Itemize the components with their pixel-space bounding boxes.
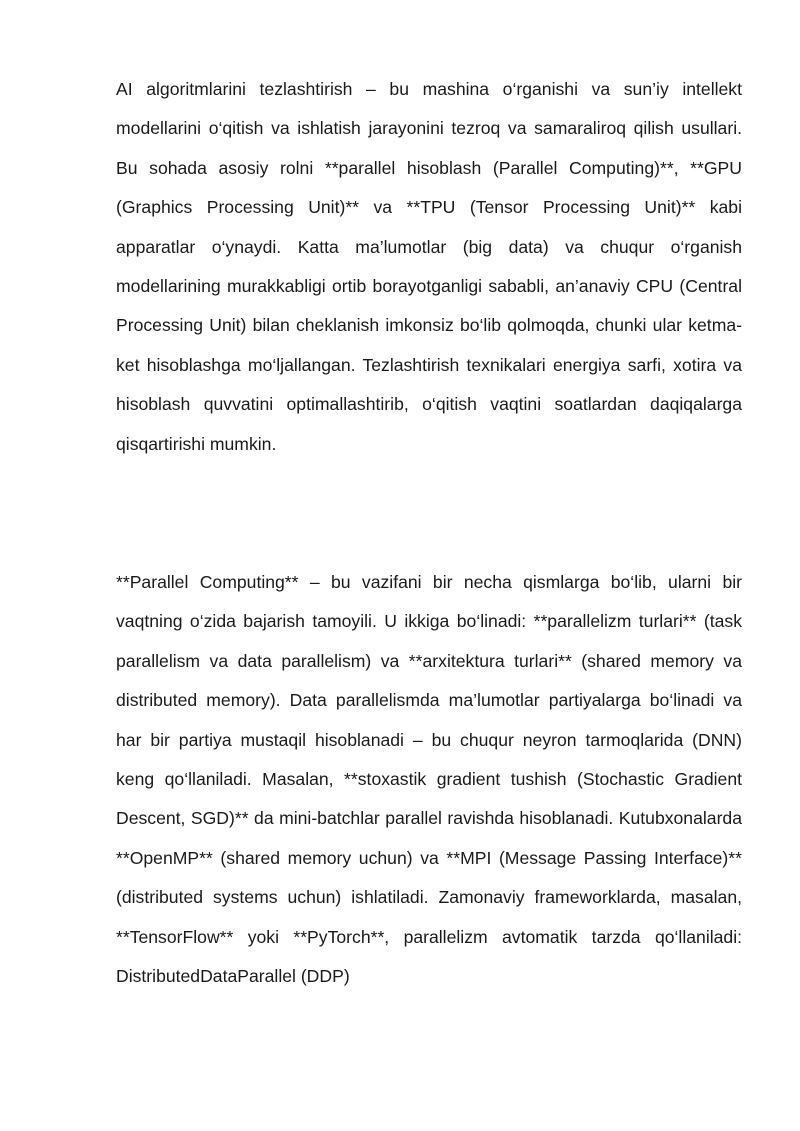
- paragraph-intro: AI algoritmlarini tezlashtirish – bu mashina o‘rganishi va sun’iy intellekt modellarini o‘qitish va ishlatish jarayonini tezroq va samaraliroq qilish usullari. Bu sohada asosiy rolni **parallel hisoblash (Parallel Computing)**, **GPU (Graphics Processing Unit)** va **TPU (Tensor Processing Unit)** kabi apparatlar o‘ynaydi. Katta ma’lumotlar (big data) va chuqur o‘rganish modellarining murakkabligi ortib borayotganligi sababli, an’anaviy CPU (Central Processing Unit) bilan cheklanish imkonsiz bo‘lib qolmoqda, chunki ular ketma-ket hisoblashga mo‘ljallangan. Tezlashtirish texnikalari energiya sarfi, xotira va hisoblash quvvatini optimallashtirib, o‘qitish vaqtini soatlardan daqiqalarga qisqartirishi mumkin.: [116, 79, 742, 454]
- paragraph-parallel-computing: **Parallel Computing** – bu vazifani bir necha qismlarga bo‘lib, ularni bir vaqtning o‘zida bajarish tamoyili. U ikkiga bo‘linadi: **parallelizm turlari** (task parallelism va data parallelism) va **arxitektura turlari** (shared memory va distributed memory). Data parallelismda ma’lumotlar partiyalarga bo‘linadi va har bir partiya mustaqil hisoblanadi – bu chuqur neyron tarmoqlarida (DNN) keng qo‘llaniladi. Masalan, **stoxastik gradient tushish (Stochastic Gradient Descent, SGD)** da mini-batchlar parallel ravishda hisoblanadi. Kutubxonalarda **OpenMP** (shared memory uchun) va **MPI (Message Passing Interface)** (distributed systems uchun) ishlatiladi. Zamonaviy frameworklarda, masalan, **TensorFlow** yoki **PyTorch**, parallelizm avtomatik tarzda qo‘llaniladi: DistributedDataParallel (DDP): [116, 572, 742, 987]
